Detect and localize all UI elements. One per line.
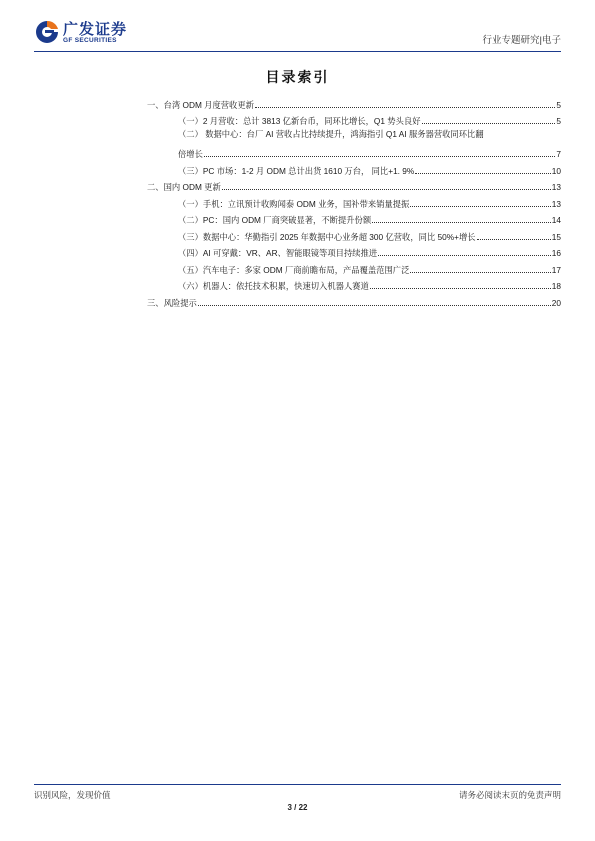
toc-page-number: 7 [556, 149, 561, 159]
table-of-contents [147, 93, 561, 308]
toc-leader-dots [410, 205, 550, 207]
toc-leader-dots [477, 238, 551, 240]
page-number: 3 / 22 [287, 803, 308, 812]
toc-entry-text: 一、台湾 ODM 月度营收更新 [147, 99, 254, 110]
toc-leader-dots [422, 122, 556, 124]
toc-entry[interactable] [147, 209, 561, 226]
toc-leader-dots [198, 304, 551, 306]
toc-entry-text: （三）PC 市场：1-2 月 ODM 总计出货 1610 万台， 同比+1. 9% [178, 165, 415, 176]
toc-leader-dots [378, 254, 551, 256]
toc-page-number: 20 [551, 297, 561, 308]
toc-entry-text: （三）数据中心：华勤指引 2025 年数据中心业务超 300 亿营收，同比 50%+增长 [178, 231, 476, 242]
toc-entry-text: 三、风险提示 [147, 297, 197, 308]
toc-entry[interactable] [147, 93, 561, 110]
toc-entry-text: （二） 数据中心：台厂 AI 营收占比持续提升，鸿海指引 Q1 AI 服务器营收同环比翻 [178, 129, 484, 139]
logo-english-name: GF SECURITIES [63, 37, 117, 44]
page-header [34, 18, 561, 48]
toc-page-number: 14 [551, 215, 561, 225]
toc-entry-text: （六）机器人：依托技术积累，快速切入机器人赛道 [178, 281, 369, 291]
report-category: 行业专题研究|电子 [482, 35, 561, 46]
toc-page-number: 17 [551, 264, 561, 275]
toc-entry[interactable] [147, 159, 561, 176]
toc-entry-text: （四）AI 可穿戴：VR、AR、智能眼镜等项目持续推进 [178, 248, 378, 258]
toc-leader-dots [222, 188, 551, 190]
toc-title: 目录索引 [265, 69, 330, 85]
toc-page-number: 5 [556, 116, 561, 126]
toc-page-number: 13 [551, 182, 561, 192]
toc-entry[interactable] [147, 258, 561, 275]
toc-entry[interactable] [147, 192, 561, 209]
footer-divider [34, 784, 561, 785]
toc-page-number: 5 [556, 99, 561, 110]
toc-page-number: 16 [551, 248, 561, 258]
header-divider [34, 51, 561, 52]
toc-leader-dots [415, 172, 550, 174]
toc-leader-dots [410, 271, 550, 273]
toc-entry[interactable] [147, 176, 561, 193]
footer-slogan: 识别风险，发现价值 [34, 790, 111, 800]
toc-leader-dots [370, 287, 551, 289]
toc-entry-text: 二、国内 ODM 更新 [147, 182, 221, 192]
toc-leader-dots [255, 106, 555, 108]
footer-disclaimer: 请务必阅读末页的免责声明 [458, 790, 561, 800]
toc-page-number: 10 [551, 165, 561, 176]
toc-leader-dots [372, 221, 551, 223]
toc-entry[interactable] [147, 291, 561, 308]
toc-entry[interactable] [147, 110, 561, 127]
toc-entry-text: （二）PC：国内 ODM 厂商突破显著，不断提升份额 [178, 215, 372, 225]
toc-entry[interactable] [147, 225, 561, 242]
toc-entry-text: （一）2 月营收：总计 3813 亿新台币，同环比增长，Q1 势头良好 [178, 116, 421, 126]
logo-chinese-name: 广发证券 [63, 21, 128, 38]
toc-page-number: 15 [551, 231, 561, 242]
gf-logo-icon [34, 19, 60, 45]
toc-page-number: 13 [551, 198, 561, 209]
toc-entry-text-continued: 倍增长 [178, 149, 203, 159]
toc-entry-text: （五）汽车电子：多家 ODM 厂商前瞻布局，产品覆盖范围广泛 [178, 264, 410, 275]
toc-leader-dots [204, 155, 555, 157]
toc-entry[interactable] [147, 126, 561, 159]
gf-securities-logo [34, 18, 174, 48]
toc-page-number: 18 [551, 281, 561, 291]
toc-entry-text: （一）手机：立讯预计收购闻泰 ODM 业务，国补带来销量提振 [178, 198, 410, 209]
toc-entry[interactable] [147, 242, 561, 259]
toc-entry[interactable] [147, 275, 561, 292]
